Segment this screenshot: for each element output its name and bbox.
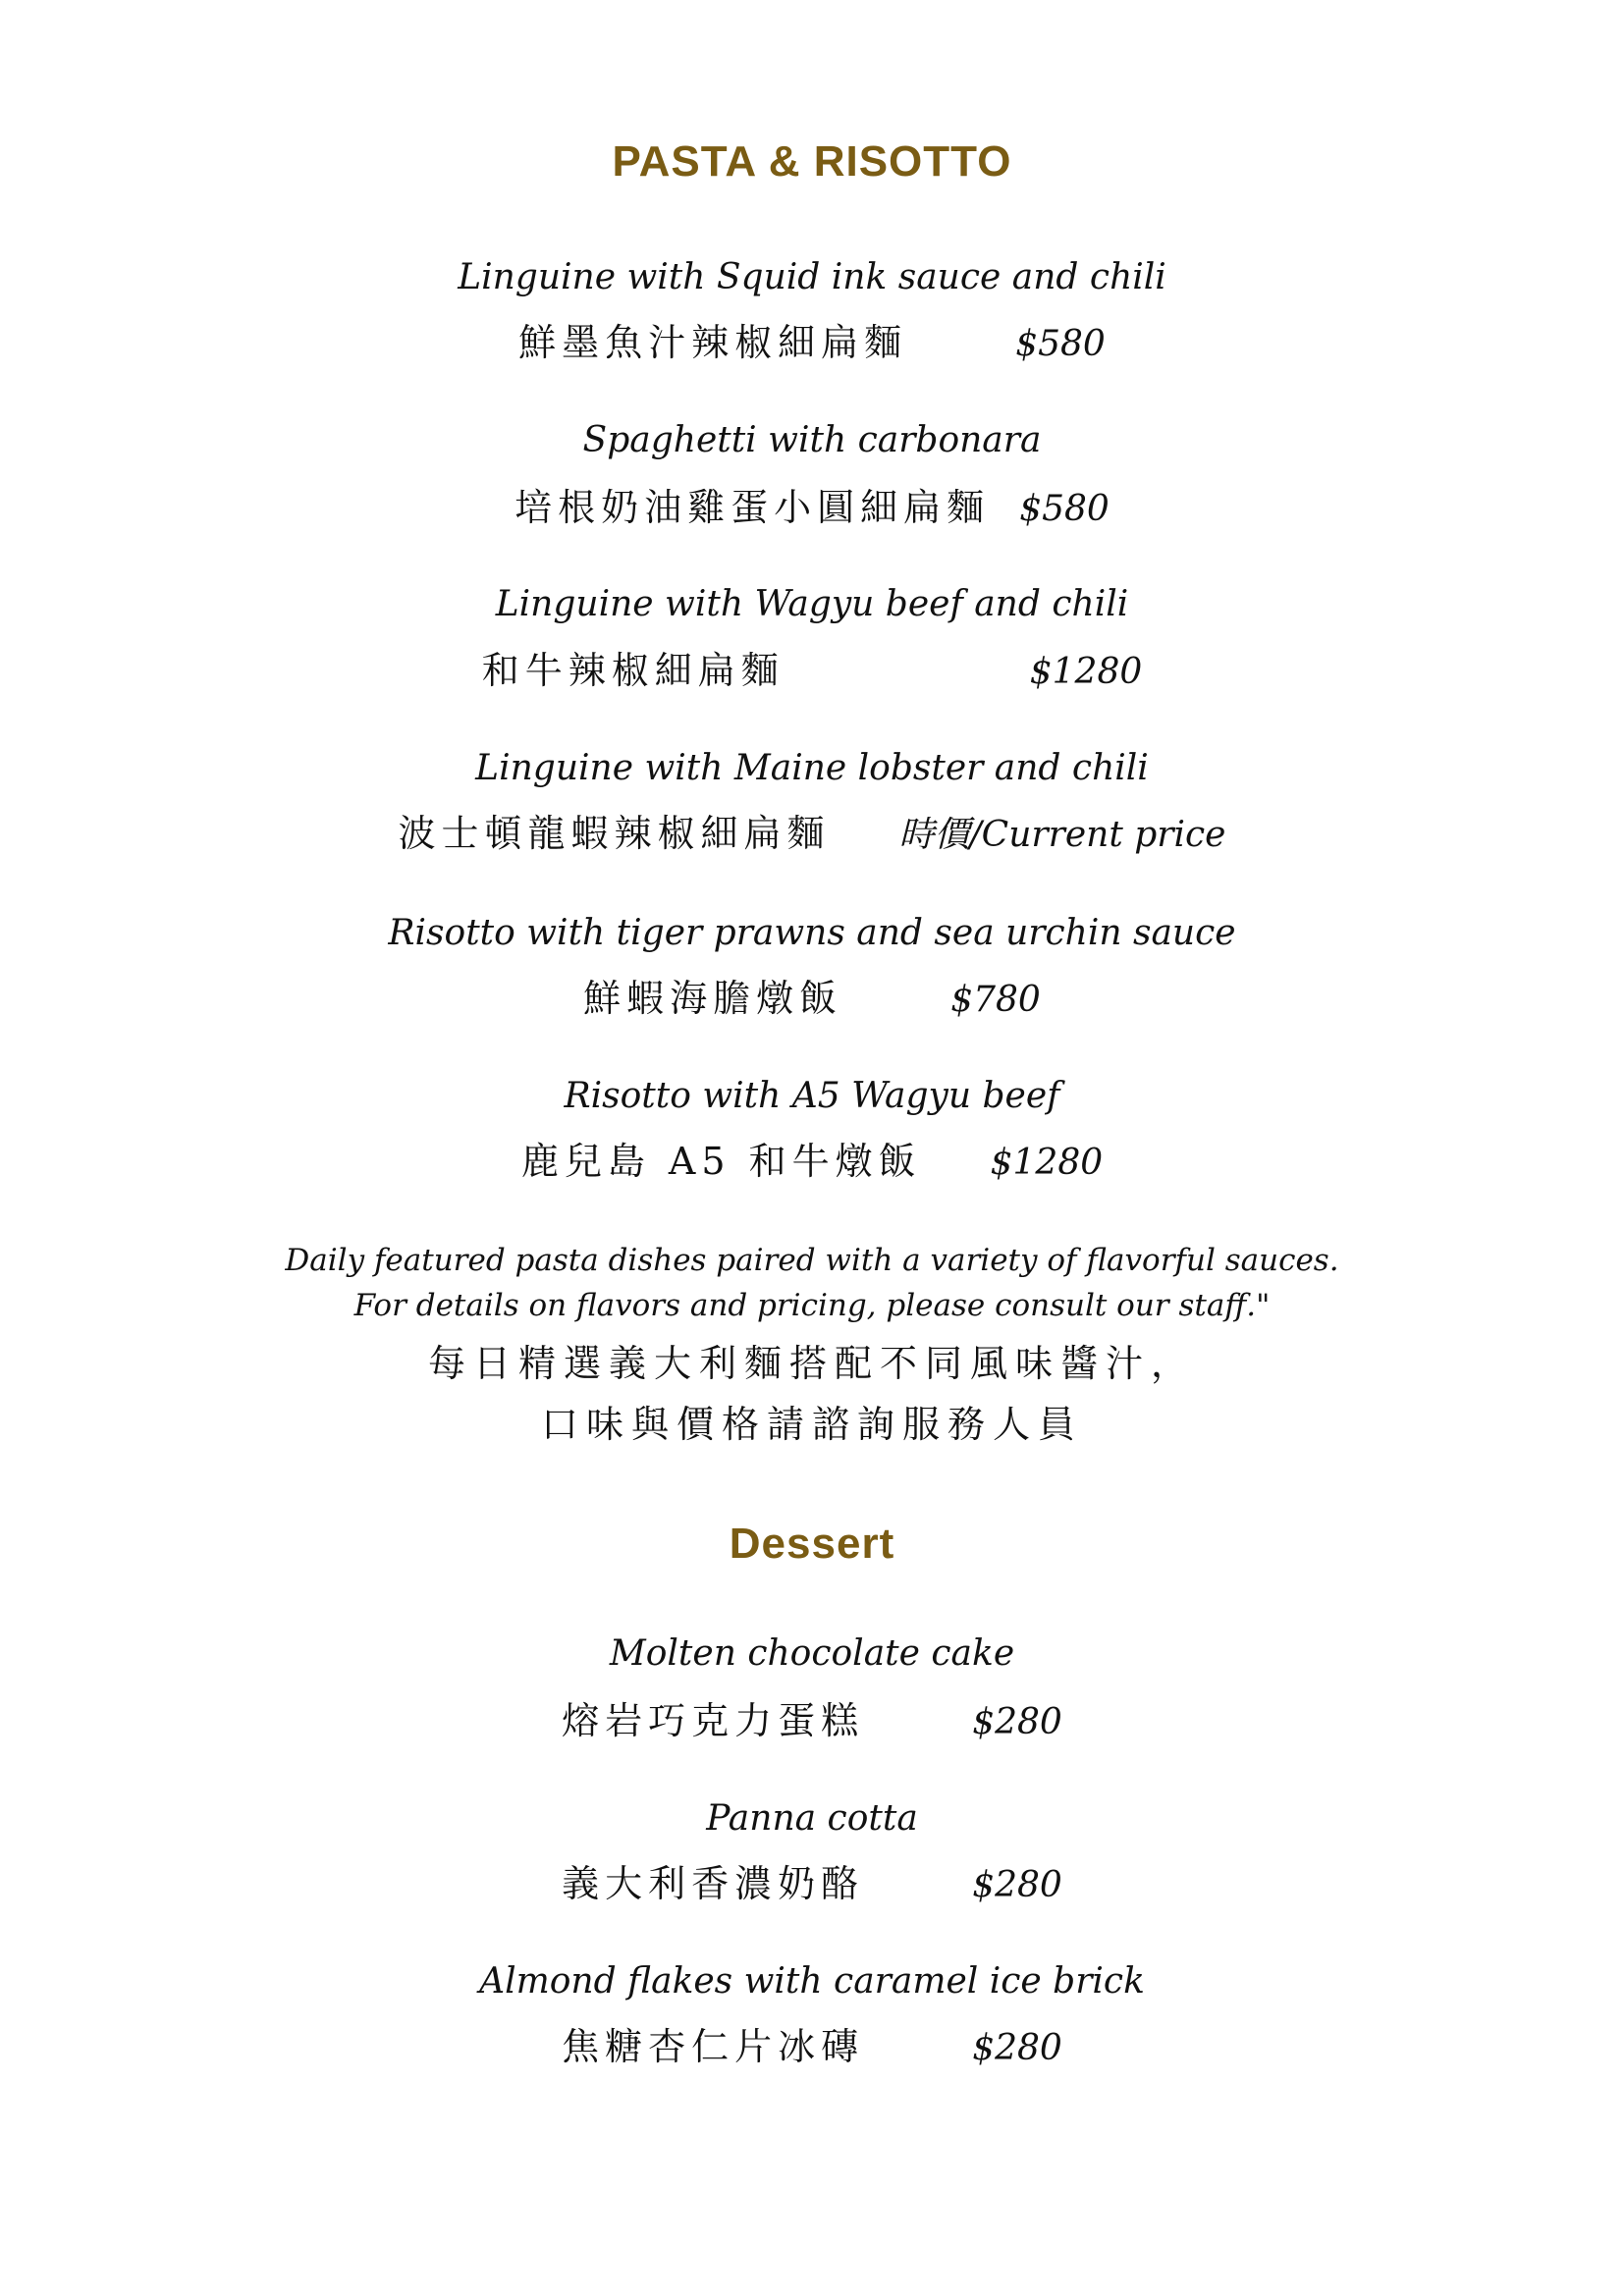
daily-special-note-en: For details on flavors and pricing, please consult our staff." [353,1288,1271,1323]
menu-item-name-en: Spaghetti with carbonara [582,420,1042,460]
menu-item-name-en: Panna cotta [706,1798,918,1839]
menu-item-name-zh: 波士頓龍蝦辣椒細扁麵 [398,812,831,855]
menu-item-row [0,803,1624,857]
menu-item-price: 時價/Current price [898,815,1226,855]
menu-item-row [0,2016,1624,2070]
menu-item-name-en: Risotto with A5 Wagyu beef [564,1076,1060,1116]
menu-item-row [0,312,1624,366]
menu-item-name-en: Almond flakes with caramel ice brick [479,1961,1145,2002]
dessert-heading: Dessert [729,1520,895,1568]
menu-item-price: $1280 [990,1143,1104,1183]
daily-special-note-en: Daily featured pasta dishes paired with a variety of flavorful sauces. [285,1243,1339,1278]
menu-item-price: $1280 [1029,652,1143,692]
menu-item-name-zh: 和牛辣椒細扁麵 [481,649,785,692]
menu-item-name-zh: 鹿兒島 A5 和牛燉飯 [520,1140,922,1183]
menu-item-row [0,1853,1624,1907]
menu-item-name-en: Linguine with Wagyu beef and chili [495,584,1129,624]
menu-item-name-zh: 義大利香濃奶酪 [562,1862,865,1905]
menu-item-row [0,477,1624,531]
menu-item-name-zh: 培根奶油雞蛋小圓細扁麵 [514,486,991,529]
menu-item-name-zh: 鮮墨魚汁辣椒細扁麵 [518,321,908,364]
menu-item-price: $280 [972,1702,1062,1742]
menu-item-name-zh: 熔岩巧克力蛋糕 [562,1699,865,1742]
menu-item-price: $780 [950,980,1041,1020]
menu-item-price: $280 [972,1865,1062,1905]
menu-item-row [0,1131,1624,1185]
daily-special-note-zh: 口味與價格請諮詢服務人員 [540,1403,1083,1446]
menu-item-name-en: Linguine with Squid ink sauce and chili [458,257,1166,297]
daily-special-note-zh: 每日精選義大利麵搭配不同風味醬汁， [427,1342,1196,1385]
menu-item-price: $580 [1015,324,1106,364]
pasta-risotto-heading: PASTA & RISOTTO [612,137,1012,186]
menu-item-name-zh: 焦糖杏仁片冰磚 [562,2025,865,2068]
menu-item-row [0,968,1624,1022]
menu-item-price: $580 [1019,489,1110,529]
menu-item-row [0,1690,1624,1744]
menu-item-price: $280 [972,2028,1062,2068]
menu-item-name-zh: 鮮蝦海膽燉飯 [583,977,843,1020]
menu-item-name-en: Risotto with tiger prawns and sea urchin sauce [388,913,1236,953]
menu-item-name-en: Linguine with Maine lobster and chili [475,748,1149,788]
menu-item-row [0,640,1624,694]
menu-item-name-en: Molten chocolate cake [609,1633,1015,1674]
